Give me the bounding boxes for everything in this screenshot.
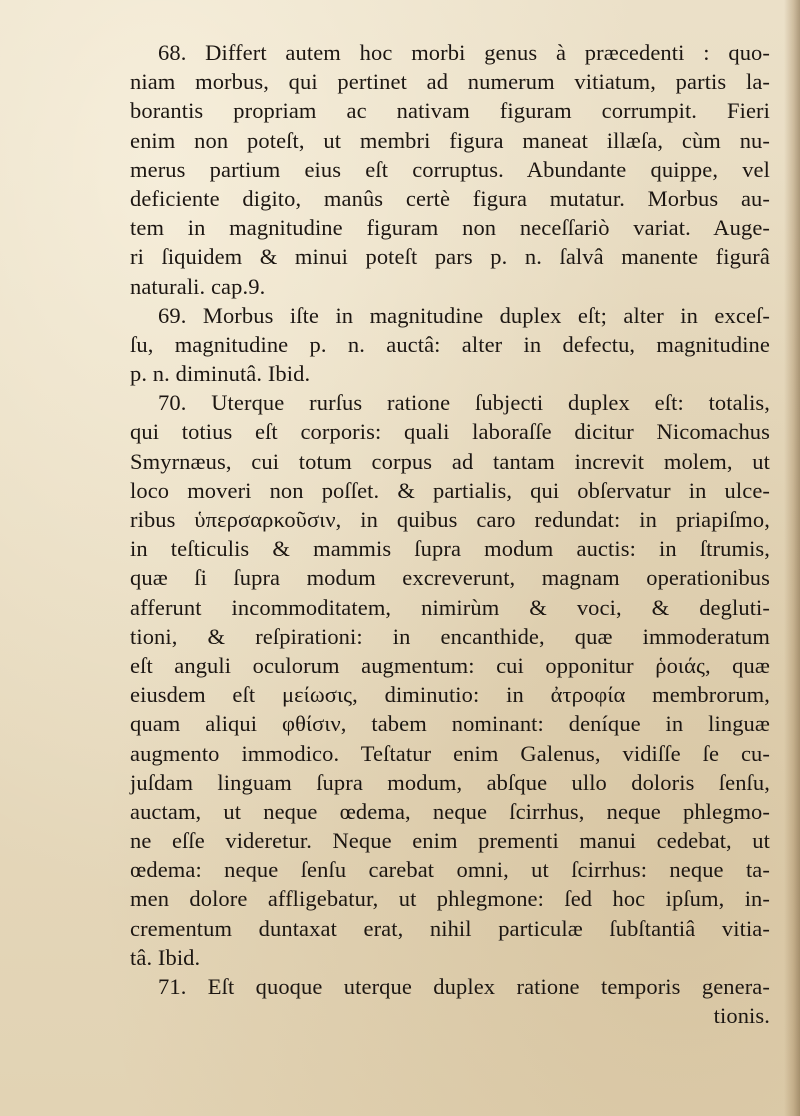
text-line: 69. Morbus iſte in magnitudine duplex eſt; alter in exceſ- [158, 302, 770, 328]
text-line: ne eſſe videretur. Neque enim prementi manui cedebat, ut [130, 828, 770, 854]
text-line: auctam, ut neque œdema, neque ſcirrhus, neque phlegmo- [130, 798, 770, 824]
text-line: deficiente digito, manûs certè figura mutatur. Morbus au- [130, 185, 770, 211]
text-line: tioni, & reſpirationi: in encanthide, quæ immoderatum [130, 623, 770, 649]
text-line: tâ. Ibid. [130, 944, 201, 970]
text-line: niam morbus, qui pertinet ad numerum vitiatum, partis la- [130, 69, 770, 95]
text-line: ri ſiquidem & minui poteſt pars p. n. ſalvâ manente figurâ [130, 244, 770, 270]
text-line: qui totius eſt corporis: quali laboraſſe dicitur Nicomachus [130, 419, 770, 445]
text-line: œdema: neque ſenſu carebat omni, ut ſcirrhus: neque ta- [130, 857, 770, 883]
text-line: ſu, magnitudine p. n. auctâ: alter in defectu, magnitudine [130, 331, 770, 357]
text-line: p. n. diminutâ. Ibid. [130, 361, 311, 387]
page-gutter-shadow [784, 0, 800, 1116]
text-line: quæ ſi ſupra modum excreverunt, magnam operationibus [130, 565, 770, 591]
text-line: juſdam linguam ſupra modum, abſque ullo doloris ſenſu, [130, 769, 770, 795]
text-line: 71. Eſt quoque uterque duplex ratione temporis genera- [158, 974, 770, 999]
text-line: eſt anguli oculorum augmentum: cui opponitur ῥοιάς, quæ [130, 652, 770, 678]
text-line: in teſticulis & mammis ſupra modum auctis: in ſtrumis, [130, 536, 770, 562]
text-line: borantis propriam ac nativam figuram corrumpit. Fieri [130, 98, 770, 124]
text-block [130, 38, 770, 1030]
text-line: eiusdem eſt μείωσις, diminutio: in ἀτροφία membrorum, [130, 682, 770, 708]
text-line: naturali. cap.9. [130, 273, 266, 299]
text-line: ribus ὑπερσαρκοῦσιν, in quibus caro redundat: in priapiſmo, [130, 507, 770, 532]
text-line: quam aliqui φθίσιν, tabem nominant: deníque in linguæ [130, 711, 770, 737]
text-line: Smyrnæus, cui totum corpus ad tantam increvit molem, ut [130, 448, 770, 474]
text-line: tionis. [713, 1003, 770, 1029]
text-line: crementum duntaxat erat, nihil particulæ ſubſtantiâ vitia- [130, 915, 770, 941]
text-line: augmento immodico. Teſtatur enim Galenus, vidiſſe ſe cu- [130, 740, 770, 766]
text-line: enim non poteſt, ut membri figura maneat illæſa, cùm nu- [130, 127, 770, 153]
text-line: 70. Uterque rurſus ratione ſubjecti duplex eſt: totalis, [158, 390, 770, 416]
text-line: afferunt incommoditatem, nimirùm & voci, & degluti- [130, 594, 770, 620]
text-line: 68. Differt autem hoc morbi genus à præcedenti : quo- [158, 40, 770, 65]
text-line: tem in magnitudine figuram non neceſſariò variat. Auge- [130, 215, 770, 241]
text-line: merus partium eius eſt corruptus. Abundante quippe, vel [130, 156, 770, 182]
text-line: loco moveri non poſſet. & partialis, qui obſervatur in ulce- [130, 477, 770, 503]
text-line: men dolore affligebatur, ut phlegmone: ſed hoc ipſum, in- [130, 886, 770, 912]
